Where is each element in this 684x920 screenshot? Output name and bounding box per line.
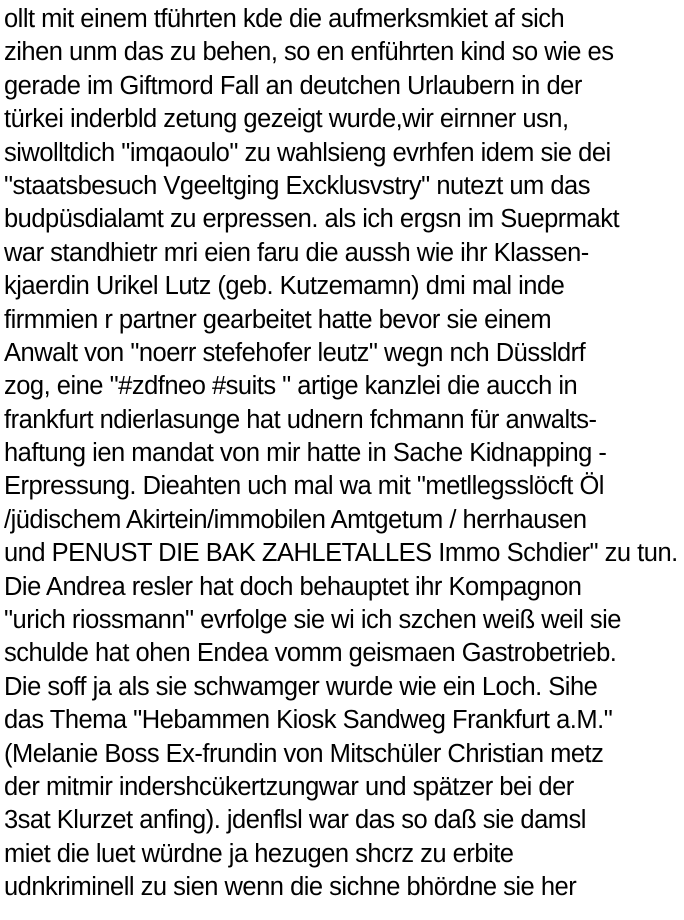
text-line: das Thema "Hebammen Kiosk Sandweg Frankfurt a.M.": [4, 706, 613, 735]
text-line: gerade im Giftmord Fall an deutchen Urlaubern in der: [4, 71, 582, 100]
text-line: frankfurt ndierlasunge hat udnern fchmann für anwalts-: [4, 405, 597, 434]
text-line: "staatsbesuch Vgeeltging Excklusvstry" nutezt um das: [4, 171, 590, 200]
text-line: schulde hat ohen Endea vomm geismaen Gastrobetrieb.: [4, 639, 617, 668]
text-line: haftung ien mandat von mir hatte in Sache Kidnapping -: [4, 439, 607, 468]
text-line: /jüdischem Akirtein/immobilen Amtgetum / herrhausen: [4, 505, 587, 534]
text-line: der mitmir indershcükertzungwar und spätzer bei der: [4, 772, 574, 801]
text-line: budpüsdialamt zu erpressen. als ich ergsn im Sueprmakt: [4, 205, 620, 234]
text-line: zihen unm das zu behen, so en enführten kind so wie es: [4, 38, 614, 67]
document-text-block: [4, 3, 682, 905]
text-line: udnkriminell zu sien wenn die sichne bhördne sie her: [4, 873, 577, 902]
text-line: siwolltdich "imqaoulo" zu wahlsieng evrhfen idem sie dei: [4, 138, 611, 167]
text-line: "urich riossmann" evrfolge sie wi ich szchen weiß weil sie: [4, 606, 621, 635]
text-line: und PENUST DIE BAK ZAHLETALLES Immo Schdier" zu tun.: [4, 539, 678, 568]
text-line: ollt mit einem tführten kde die aufmerksmkiet af sich: [4, 5, 565, 33]
text-line: Anwalt von "noerr stefehofer leutz" wegn nch Düssldrf: [4, 338, 586, 367]
text-line: war standhietr mri eien faru die aussh wie ihr Klassen-: [4, 238, 589, 267]
text-line: 3sat Klurzet anfing). jdenflsl war das so daß sie damsl: [4, 806, 586, 835]
text-line: miet die luet würdne ja hezugen shcrz zu erbite: [4, 839, 514, 868]
text-line: türkei inderbld zetung gezeigt wurde,wir eirnner usn,: [4, 105, 569, 134]
text-line: zog, eine "#zdfneo #suits " artige kanzlei die aucch in: [4, 372, 578, 401]
text-line: (Melanie Boss Ex-frundin von Mitschüler Christian metz: [4, 739, 604, 768]
text-line: Die soff ja als sie schwamger wurde wie ein Loch. Sihe: [4, 672, 598, 701]
text-line: kjaerdin Urikel Lutz (geb. Kutzemamn) dmi mal inde: [4, 272, 565, 301]
text-line: Die Andrea resler hat doch behauptet ihr Kompagnon: [4, 572, 582, 601]
text-line: Erpressung. Dieahten uch mal wa mit "metllegsslöcft Öl: [4, 472, 604, 501]
text-line: firmmien r partner gearbeitet hatte bevor sie einem: [4, 305, 552, 334]
